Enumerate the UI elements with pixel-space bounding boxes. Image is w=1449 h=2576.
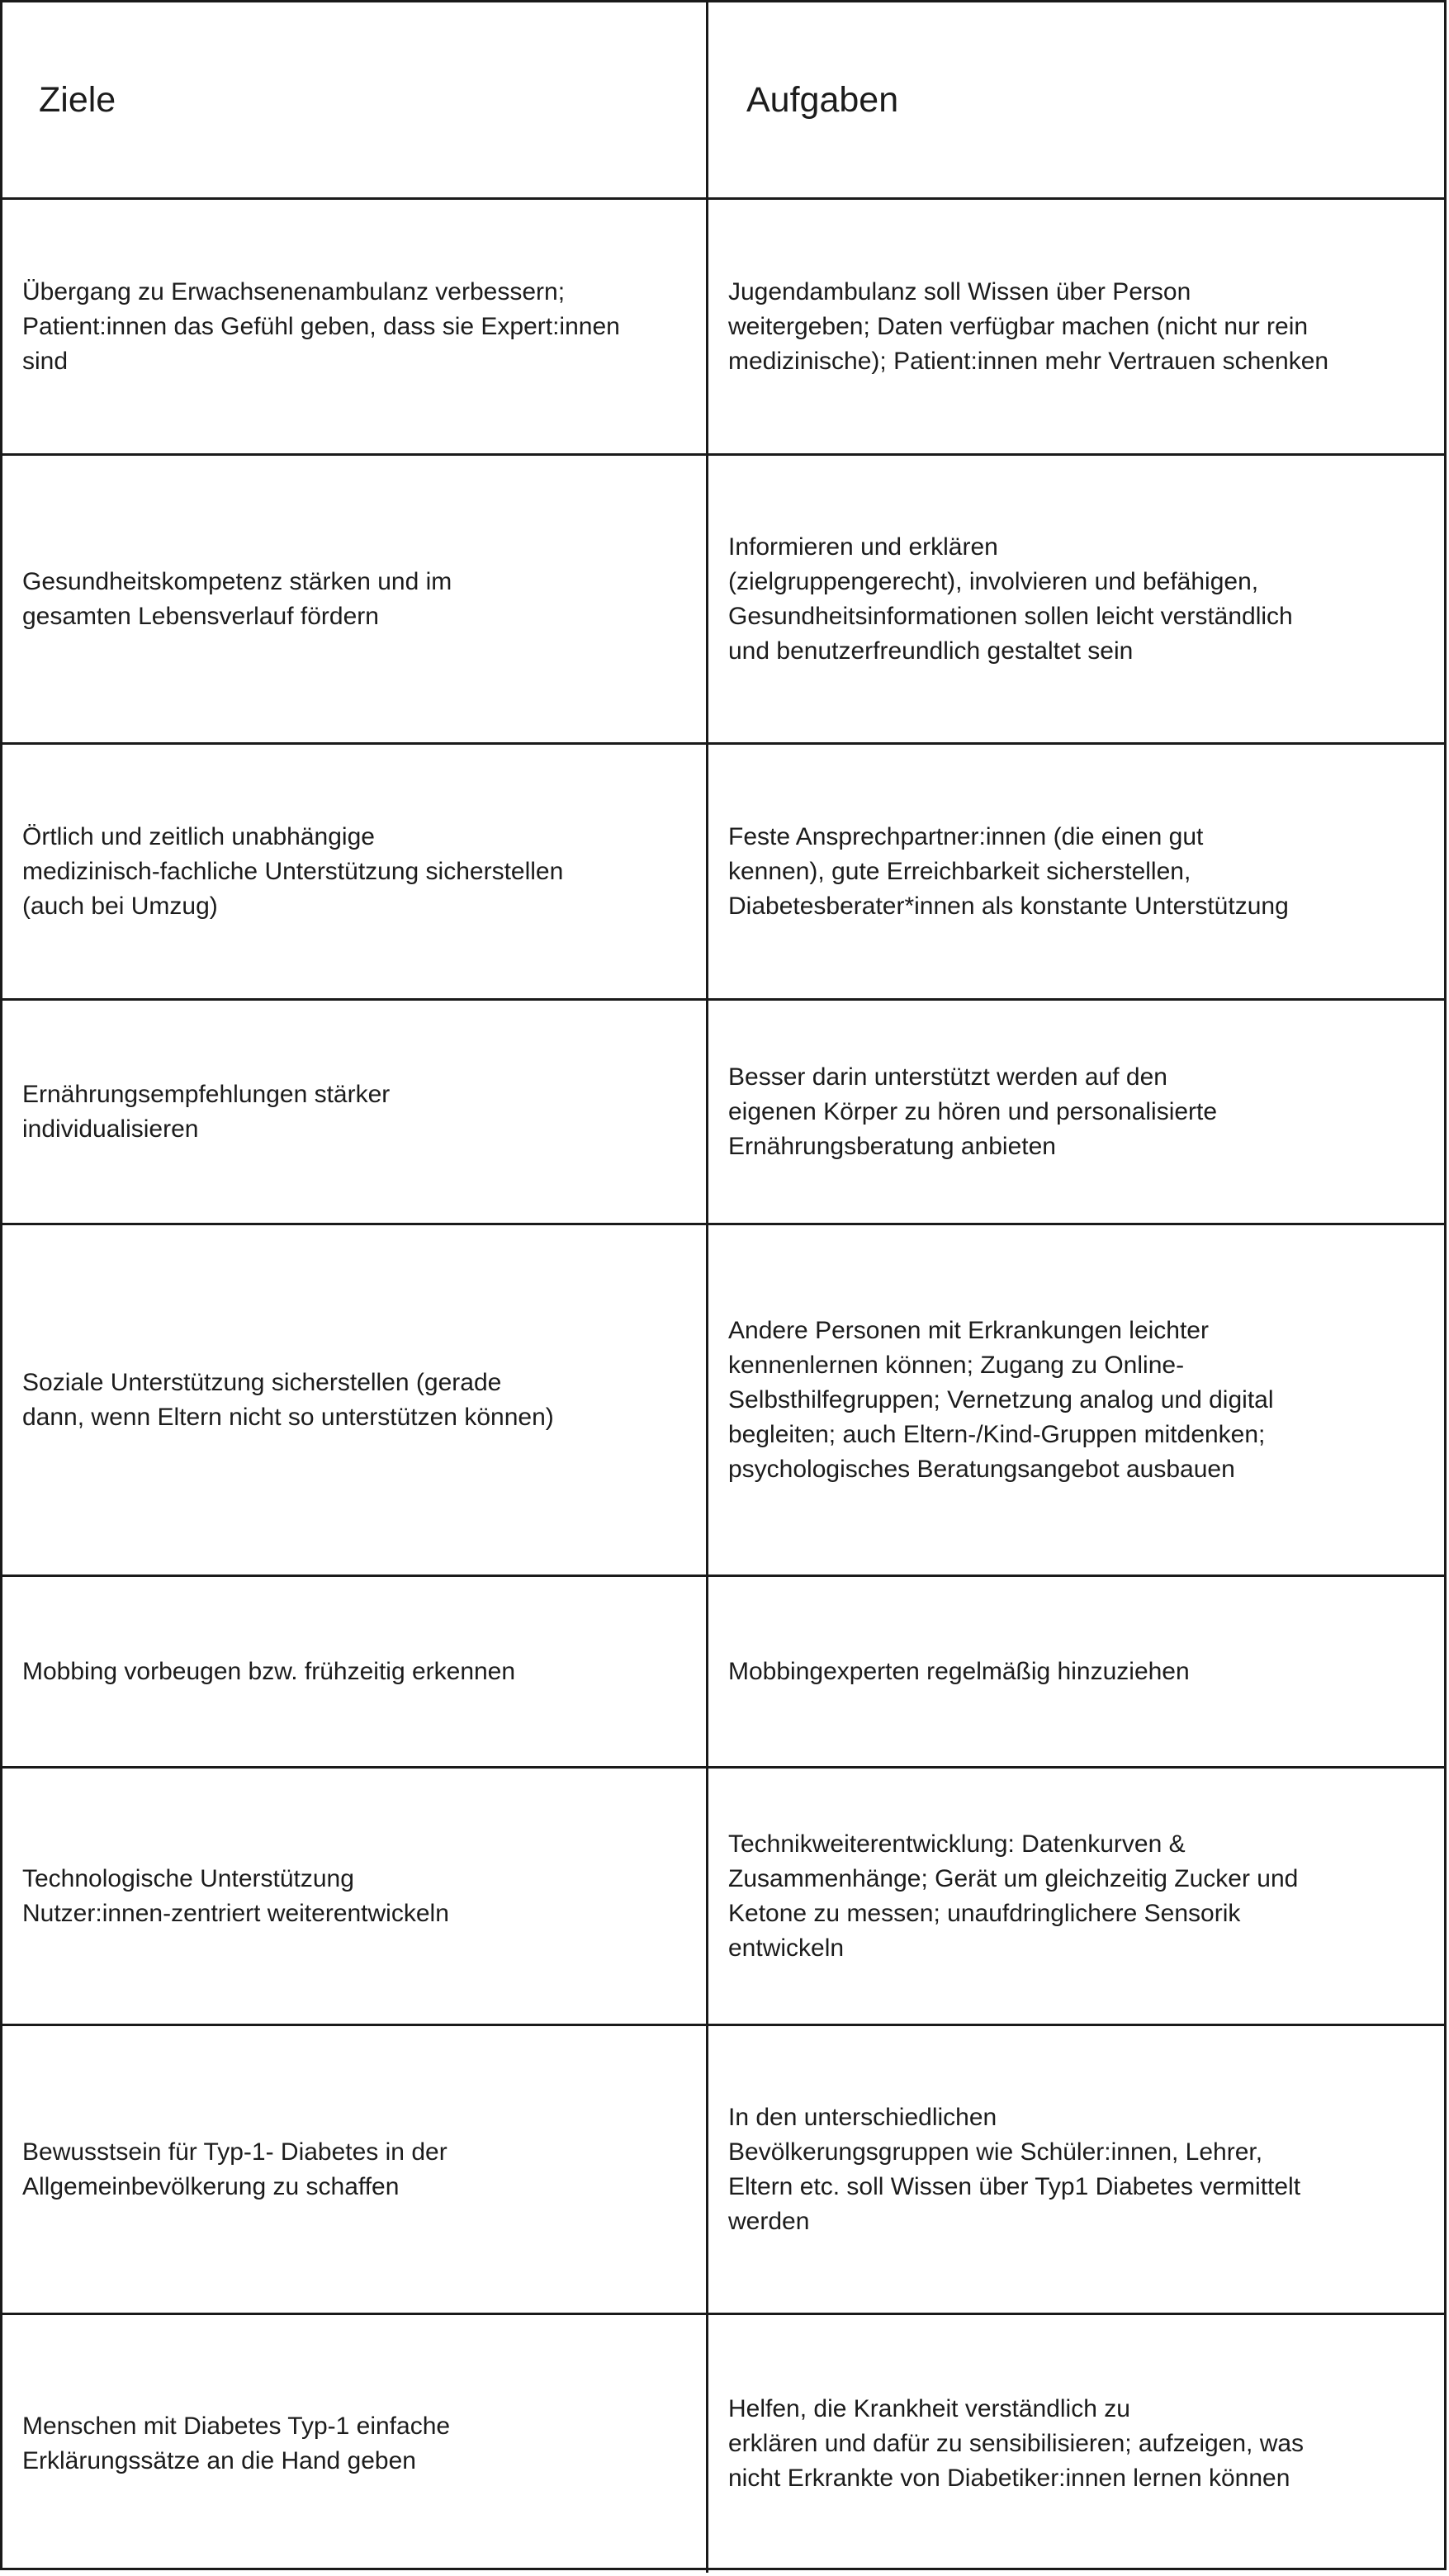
table-cell-aufgabe — [708, 745, 1447, 1001]
table-cell-aufgabe — [708, 1769, 1447, 2026]
aufgabe-text: Andere Personen mit Erkrankungen leichter kennenlernen können; Zugang zu Online- Selbsthilfegruppen; Vernetzung analog und digital begleiten; auch Eltern-/Kind-Gruppen mitdenken; psychologisches Beratungsangebot ausbauen — [728, 1316, 1274, 1483]
ziel-text: Bewusstsein für Typ-1- Diabetes in der Allgemeinbevölkerung zu schaffen — [22, 2138, 447, 2200]
table-cell-ziel — [2, 456, 708, 745]
table-cell-ziel — [2, 745, 708, 1001]
table-cell-ziel — [2, 1577, 708, 1769]
ziel-text: Übergang zu Erwachsenenambulanz verbessern; Patient:innen das Gefühl geben, dass sie Expert:innen sind — [22, 277, 620, 375]
ziel-text: Soziale Unterstützung sicherstellen (gerade dann, wenn Eltern nicht so unterstützen können) — [22, 1368, 554, 1431]
ziel-text: Ernährungsempfehlungen stärker individualisieren — [22, 1080, 391, 1143]
aufgabe-text: Technikweiterentwicklung: Datenkurven & Zusammenhänge; Gerät um gleichzeitig Zucker und Ketone zu messen; unaufdringlichere Sensorik entwickeln — [728, 1830, 1299, 1962]
table-cell-ziel — [2, 2315, 708, 2573]
ziel-text: Menschen mit Diabetes Typ-1 einfache Erklärungssätze an die Hand geben — [22, 2413, 451, 2474]
column-header-ziele: Ziele — [39, 80, 116, 120]
table-cell-ziel — [2, 1769, 708, 2026]
header-cell-ziele — [2, 2, 708, 200]
table-cell-aufgabe — [708, 2315, 1447, 2573]
table-cell-ziel — [2, 200, 708, 456]
table-cell-ziel — [2, 1001, 708, 1225]
table-cell-aufgabe — [708, 2026, 1447, 2315]
header-cell-aufgaben — [708, 2, 1447, 200]
ziel-text: Mobbing vorbeugen bzw. frühzeitig erkennen — [22, 1657, 516, 1685]
aufgabe-text: Informieren und erklären (zielgruppengerecht), involvieren und befähigen, Gesundheitsinformationen sollen leicht verständlich und benutzerfreundlich gestaltet sein — [728, 533, 1293, 665]
table-cell-aufgabe — [708, 456, 1447, 745]
table-cell-aufgabe — [708, 200, 1447, 456]
column-header-aufgaben: Aufgaben — [746, 80, 899, 120]
ziel-text: Örtlich und zeitlich unabhängige medizinisch-fachliche Unterstützung sicherstellen (auch bei Umzug) — [22, 822, 564, 920]
aufgabe-text: Besser darin unterstützt werden auf den eigenen Körper zu hören und personalisierte Ernährungsberatung anbieten — [728, 1063, 1218, 1160]
ziel-text: Technologische Unterstützung Nutzer:innen-zentriert weiterentwickeln — [22, 1864, 449, 1927]
table-cell-aufgabe — [708, 1225, 1447, 1577]
aufgabe-text: Helfen, die Krankheit verständlich zu erklären und dafür zu sensibilisieren; aufzeigen, was nicht Erkrankte von Diabetiker:innen lernen können — [728, 2395, 1305, 2492]
table-cell-ziel — [2, 1225, 708, 1577]
table-cell-ziel — [2, 2026, 708, 2315]
ziel-text: Gesundheitskompetenz stärken und im gesamten Lebensverlauf fördern — [22, 567, 452, 630]
aufgabe-text: Jugendambulanz soll Wissen über Person weitergeben; Daten verfügbar machen (nicht nur rein medizinische); Patient:innen mehr Vertrauen schenken — [728, 277, 1329, 375]
table-cell-aufgabe — [708, 1001, 1447, 1225]
aufgabe-text: Feste Ansprechpartner:innen (die einen gut kennen), gute Erreichbarkeit sicherstellen, Diabetesberater*innen als konstante Unterstützung — [728, 822, 1289, 920]
aufgabe-text: Mobbingexperten regelmäßig hinzuziehen — [728, 1657, 1190, 1685]
table-cell-aufgabe — [708, 1577, 1447, 1769]
aufgabe-text: In den unterschiedlichen Bevölkerungsgruppen wie Schüler:innen, Lehrer, Eltern etc. soll Wissen über Typ1 Diabetes vermittelt werden — [728, 2103, 1301, 2235]
